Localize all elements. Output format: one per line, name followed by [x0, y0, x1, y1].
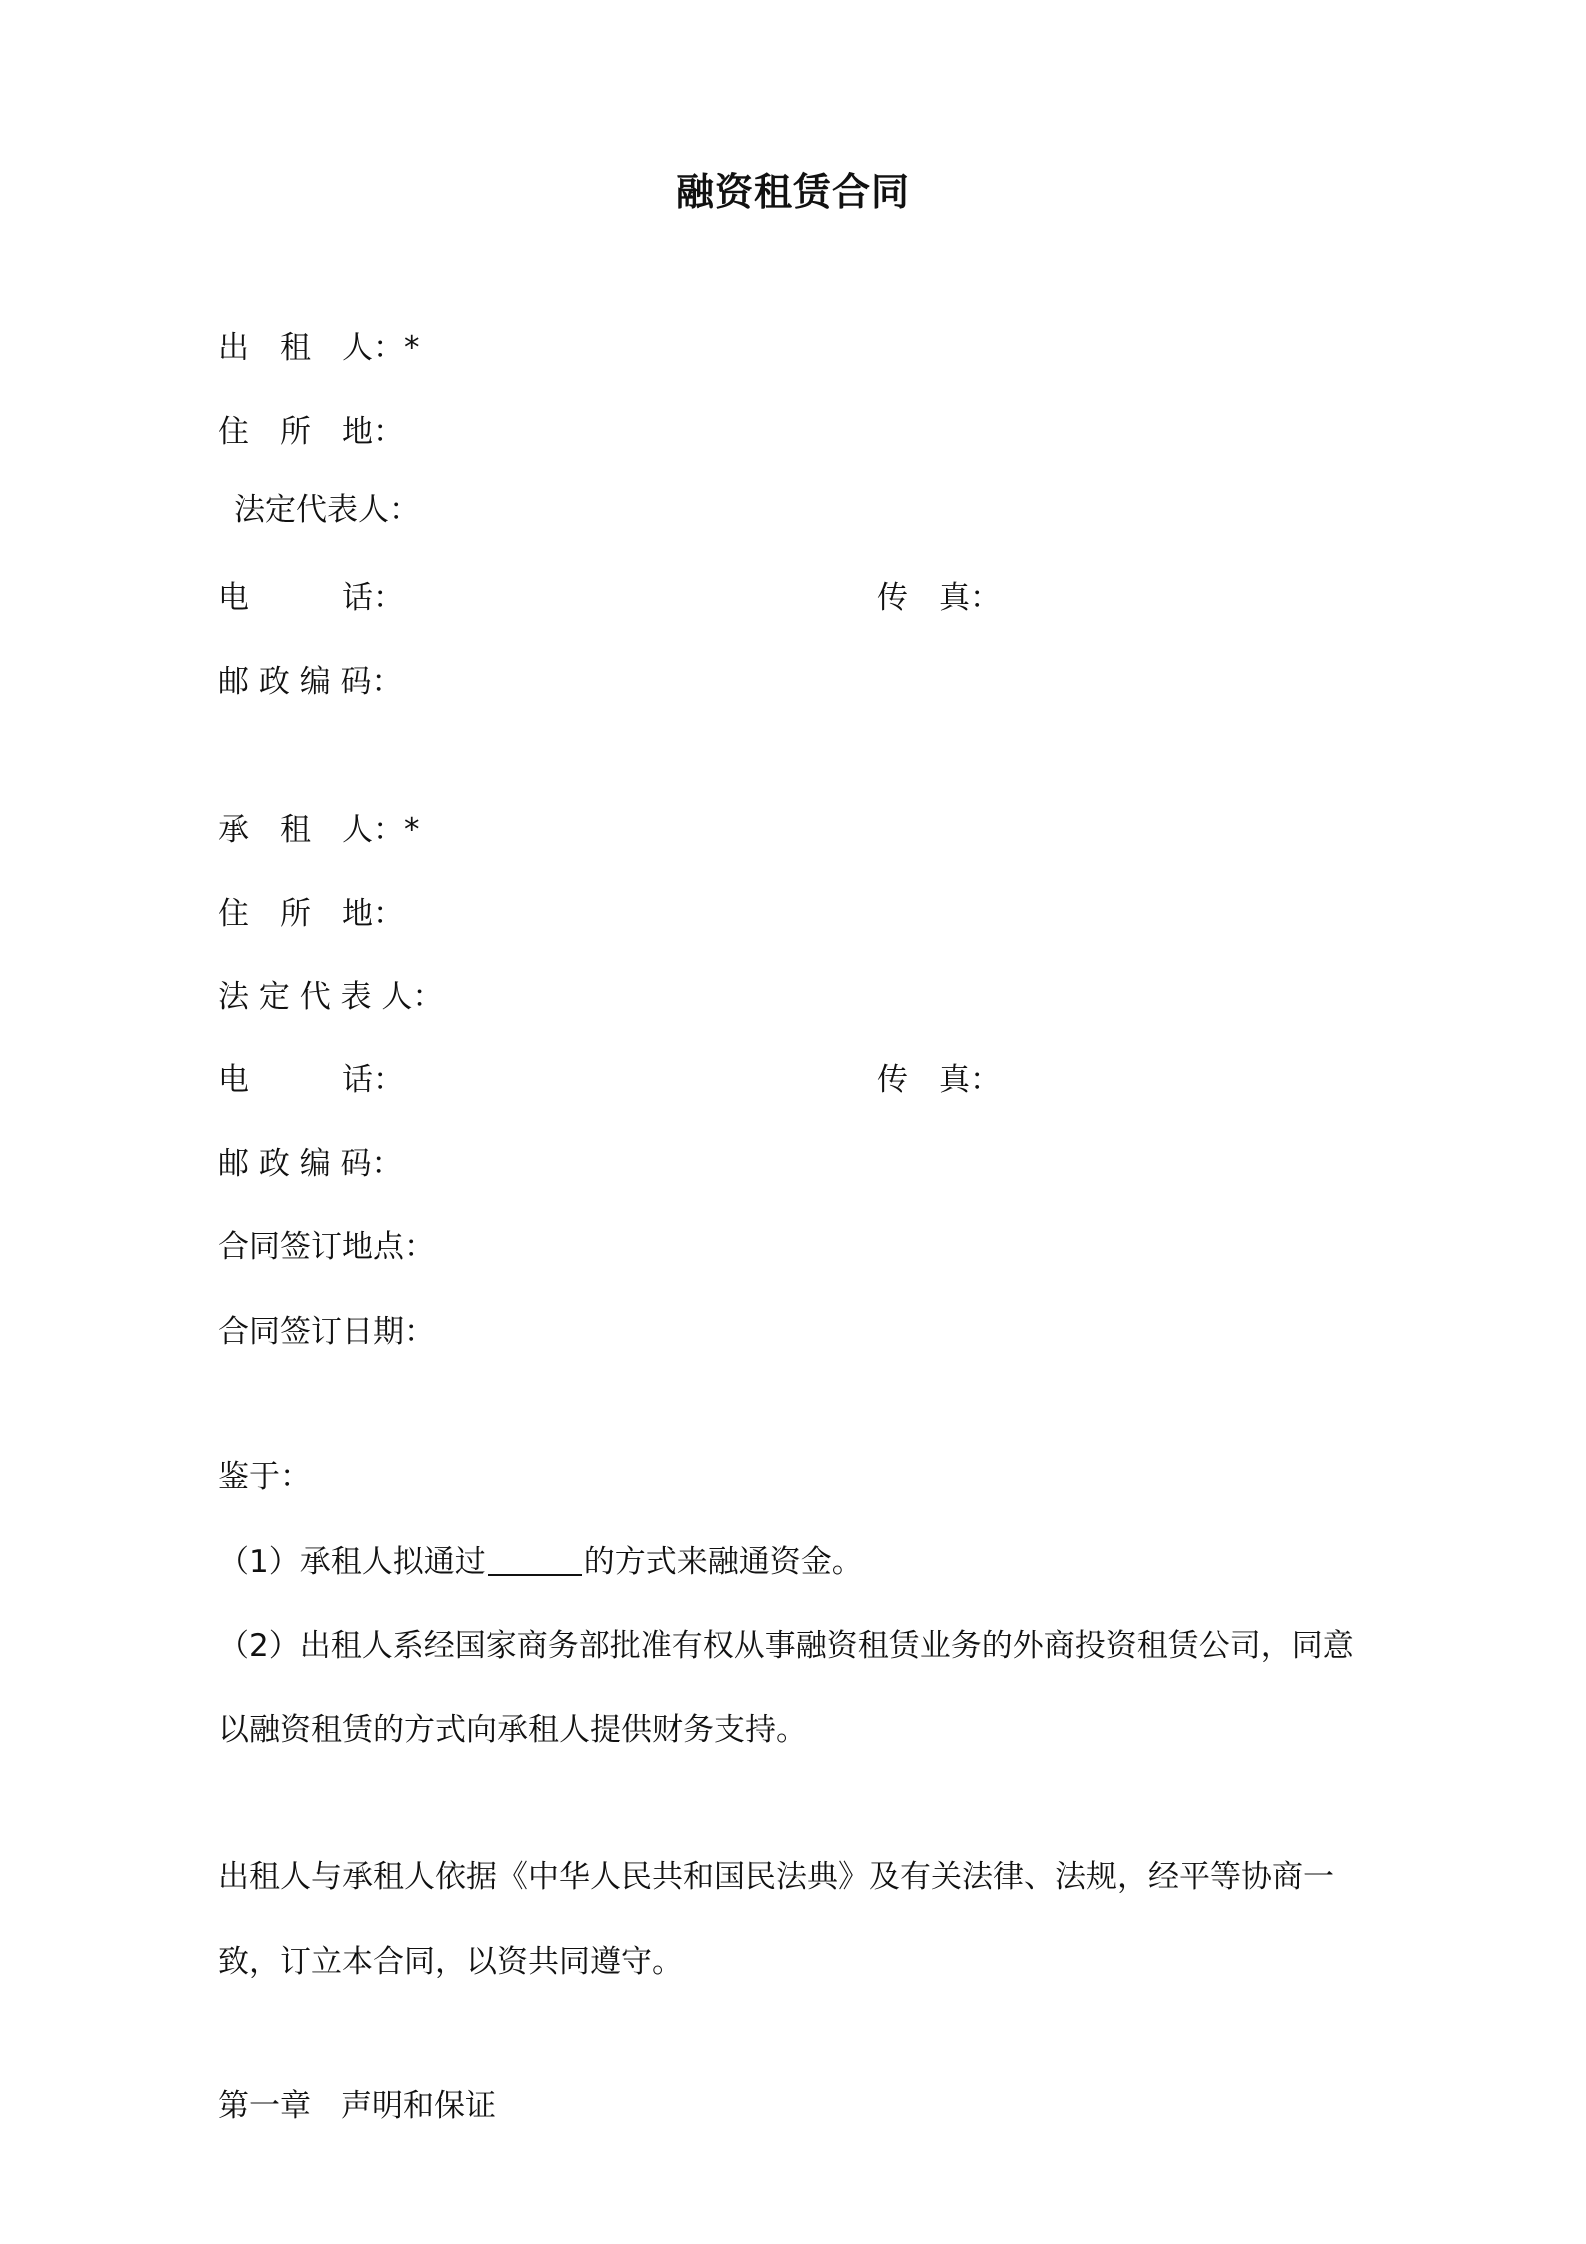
chapter-1-heading [218, 2084, 496, 2128]
lessee-phone-label: 电 话： [218, 1062, 404, 1098]
sign-date-label: 合同签订日期： [218, 1314, 435, 1350]
lessor-fax-label: 传 真： [877, 580, 1001, 616]
document-title: 融资租赁合同 [675, 170, 910, 214]
lessor-rep-label: 法定代表人： [234, 492, 420, 528]
sign-place-label: 合同签订地点： [218, 1229, 435, 1265]
lessee-rep-label: 法 定 代 表 人： [218, 979, 444, 1015]
lessee-fax-label: 传 真： [877, 1062, 1001, 1098]
fill-in-blank [488, 1544, 582, 1576]
lessee-postcode-label: 邮 政 编 码： [218, 1146, 403, 1182]
whereas-item-1 [218, 1540, 863, 1584]
whereas-item-1-after: 的方式来融通资金。 [583, 1544, 863, 1580]
preamble-line-2: 致，订立本合同，以资共同遵守。 [218, 1944, 683, 1980]
lessor-postcode-label: 邮 政 编 码： [218, 664, 403, 700]
whereas-item-2-line-1: （2）出租人系经国家商务部批准有权从事融资租赁业务的外商投资租赁公司，同意 [218, 1628, 1354, 1664]
lessor-name-label: 出 租 人：* [218, 330, 420, 366]
lessor-address-label: 住 所 地： [218, 414, 404, 450]
chapter-1-title: 声明和保证 [341, 2088, 496, 2124]
whereas-item-1-before: （1）承租人拟通过 [218, 1544, 486, 1580]
lessee-name-label: 承 租 人：* [218, 812, 420, 848]
whereas-item-2-line-2: 以融资租赁的方式向承租人提供财务支持。 [218, 1712, 807, 1748]
chapter-1-number: 第一章 [218, 2088, 311, 2124]
lessor-phone-label: 电 话： [218, 580, 404, 616]
lessee-address-label: 住 所 地： [218, 896, 404, 932]
preamble-line-1: 出租人与承租人依据《中华人民共和国民法典》及有关法律、法规，经平等协商一 [218, 1859, 1334, 1895]
whereas-heading: 鉴于： [218, 1459, 311, 1495]
